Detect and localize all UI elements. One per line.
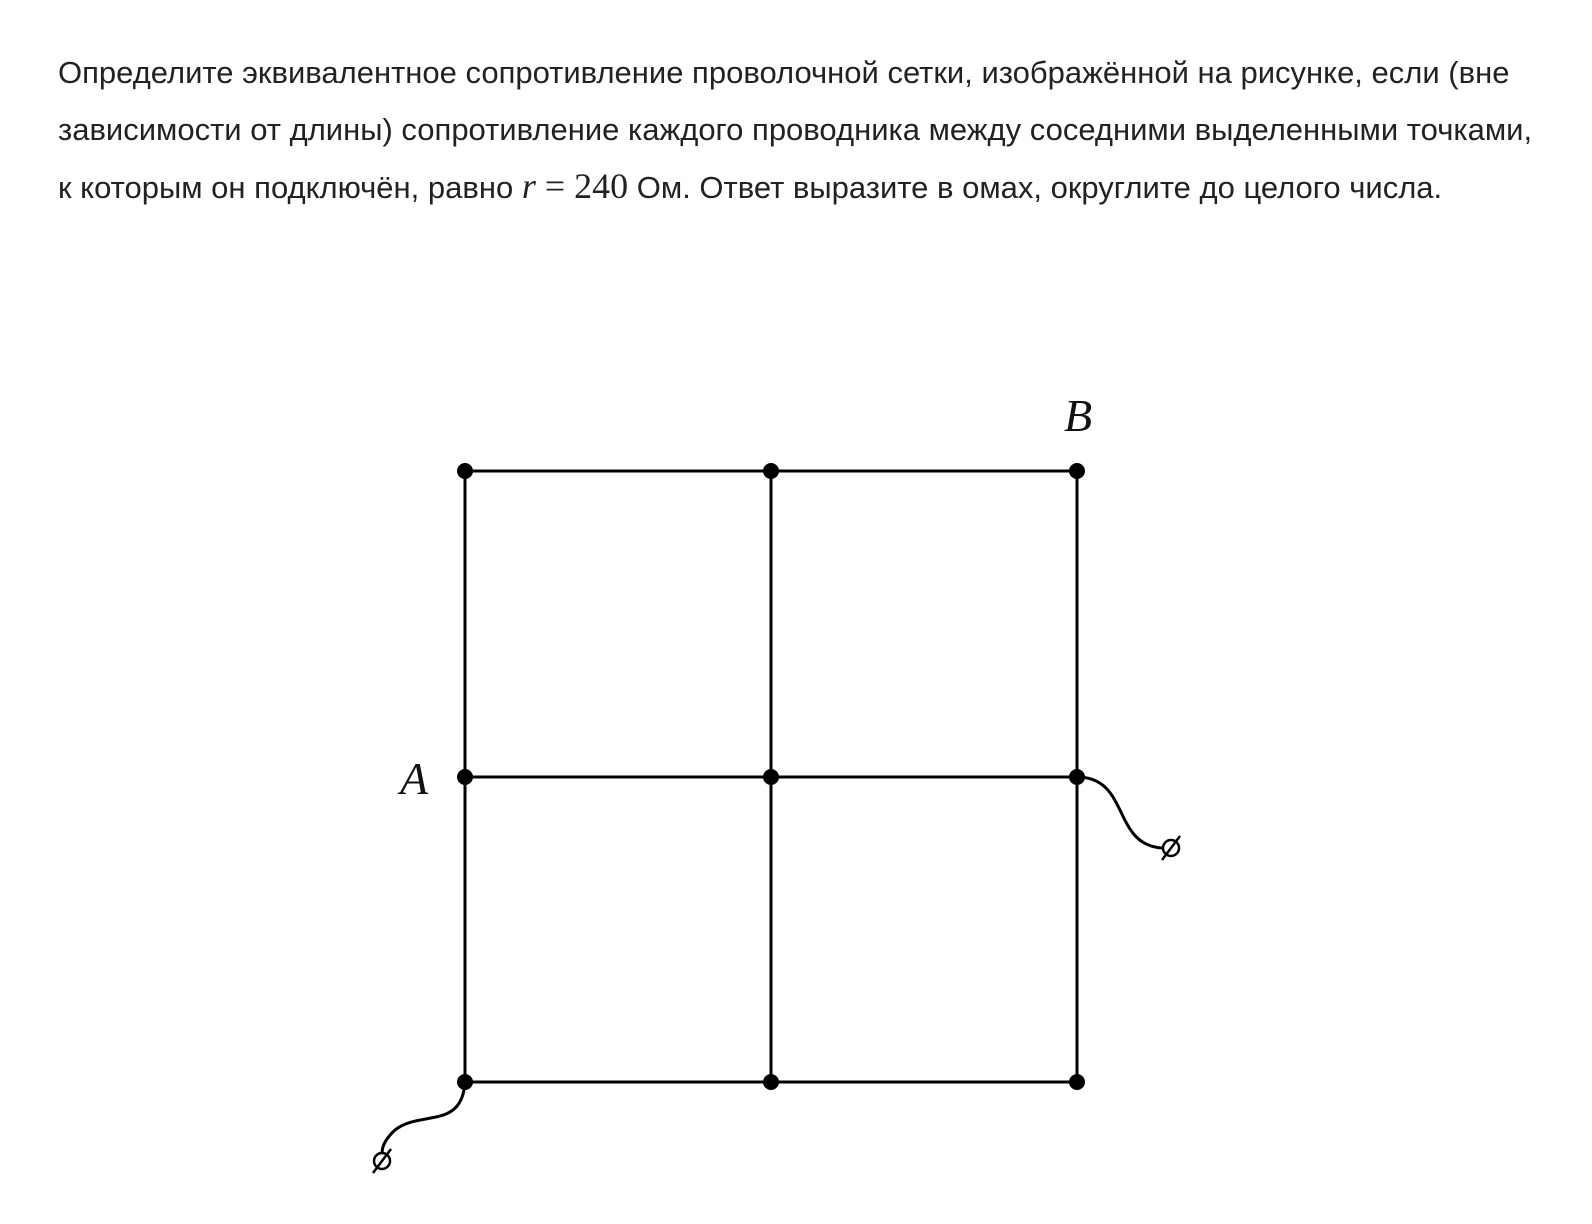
problem-text-part2: Ом. Ответ выразите в омах, округлите до целого числа. <box>628 170 1443 205</box>
node-top-center <box>763 463 779 479</box>
node-top-left <box>457 463 473 479</box>
node-middle-left <box>457 769 473 785</box>
terminal-bottom-left-icon <box>373 1149 391 1173</box>
resistance-value: 240 <box>574 166 629 206</box>
label-point-a: A <box>400 753 429 804</box>
node-middle-right <box>1069 769 1085 785</box>
label-point-b: B <box>1064 390 1093 441</box>
lead-wire-bottom-left <box>382 1082 465 1155</box>
terminal-right-icon <box>1162 836 1180 860</box>
lead-wire-right <box>1077 777 1162 848</box>
node-top-right <box>1069 463 1085 479</box>
node-bottom-center <box>763 1074 779 1090</box>
node-bottom-right <box>1069 1074 1085 1090</box>
problem-text-part1: Определите эквивалентное сопротивление проволочной сетки, изображённой на рисунке, если (вне зависимости от длины) сопротивление каждого проводника между соседними выделенными точками, к которым он подключён, равно <box>58 55 1533 205</box>
node-middle-center <box>763 769 779 785</box>
equals-sign: = <box>535 166 575 206</box>
node-bottom-left <box>457 1074 473 1090</box>
resistance-variable: r <box>521 166 536 206</box>
